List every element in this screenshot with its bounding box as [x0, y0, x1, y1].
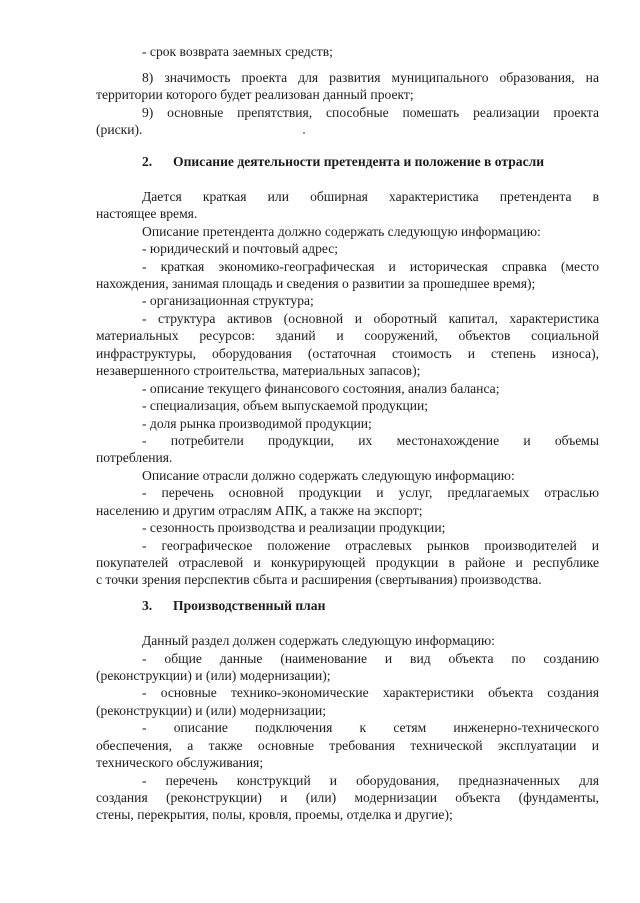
section-2-title: Описание деятельности претендента и положение в отрасли: [173, 154, 545, 169]
text-line: материальных ресурсов: зданий и сооружений, объектов социальной: [96, 328, 599, 343]
text-line: стены, перекрытия, полы, кровля, проемы, отделка и другие);: [96, 807, 453, 822]
text-line: (реконструкции) и (или) модернизации;: [96, 703, 327, 718]
text-line: 8) значимость проекта для развития муниципального образования, на: [142, 70, 599, 85]
text-line: - основные технико-экономические характеристики объекта создания: [142, 685, 599, 700]
scan-speck: [303, 132, 305, 134]
text-line: - юридический и почтовый адрес;: [142, 241, 339, 256]
section-3-number: 3.: [142, 598, 153, 613]
text-line: покупателей отраслевой и конкурирующей продукции в районе и республике: [96, 555, 599, 570]
text-line: - специализация, объем выпускаемой продукции;: [142, 398, 429, 413]
text-line: - общие данные (наименование и вид объекта по созданию: [142, 651, 599, 666]
text-line: - потребители продукции, их местонахождение и объемы: [142, 433, 599, 448]
section-3-title: Производственный план: [173, 598, 326, 613]
text-line: 9) основные препятствия, способные помешать реализации проекта: [142, 105, 599, 120]
text-line: (риски).: [96, 122, 143, 137]
text-line: территории которого будет реализован данный проект;: [96, 87, 414, 102]
text-line: обеспечения, а также основные требования технической эксплуатации и: [96, 738, 599, 753]
text-line: населению и другим отраслям АПК, а также на экспорт;: [96, 503, 423, 518]
text-line: - доля рынка производимой продукции;: [142, 416, 372, 431]
text-line: создания (реконструкции) и (или) модернизации объекта (фундаменты,: [96, 790, 599, 805]
text-line: - срок возврата заемных средств;: [142, 44, 333, 59]
section-3-heading: [0, 597, 640, 614]
text-line: - описание текущего финансового состояния, анализ баланса;: [142, 381, 500, 396]
text-line: - краткая экономико-географическая и историческая справка (место: [142, 259, 599, 274]
section-2-heading: [0, 153, 640, 170]
text-line: - организационная структура;: [142, 293, 314, 308]
text-line: (реконструкции) и (или) модернизации);: [96, 668, 331, 683]
text-line: Описание отрасли должно содержать следующую информацию:: [142, 468, 515, 483]
text-line: Данный раздел должен содержать следующую информацию:: [142, 633, 495, 648]
section-2-number: 2.: [142, 154, 153, 169]
text-line: - перечень конструкций и оборудования, предназначенных для: [142, 773, 599, 788]
text-line: технического обслуживания;: [96, 755, 264, 770]
text-line: - структура активов (основной и оборотный капитал, характеристика: [142, 311, 599, 326]
text-line: - сезонность производства и реализации продукции;: [142, 520, 446, 535]
text-line: нахождения, занимая площадь и сведения о развитии за прошедшее время);: [96, 276, 536, 291]
text-line: Дается краткая или обширная характеристика претендента в: [142, 189, 599, 204]
text-line: - географическое положение отраслевых рынков производителей и: [142, 538, 599, 553]
text-line: - перечень основной продукции и услуг, предлагаемых отраслью: [142, 485, 599, 500]
text-line: незавершенного строительства, материальных запасов);: [96, 363, 421, 378]
text-line: настоящее время.: [96, 206, 198, 221]
text-line: Описание претендента должно содержать следующую информацию:: [142, 224, 541, 239]
text-line: инфраструктуры, оборудования (остаточная стоимость и степень износа),: [96, 346, 599, 361]
text-line: - описание подключения к сетям инженерно-технического: [142, 720, 599, 735]
text-line: потребления.: [96, 450, 173, 465]
text-line: с точки зрения перспектив сбыта и расширения (свертывания) производства.: [96, 572, 542, 587]
